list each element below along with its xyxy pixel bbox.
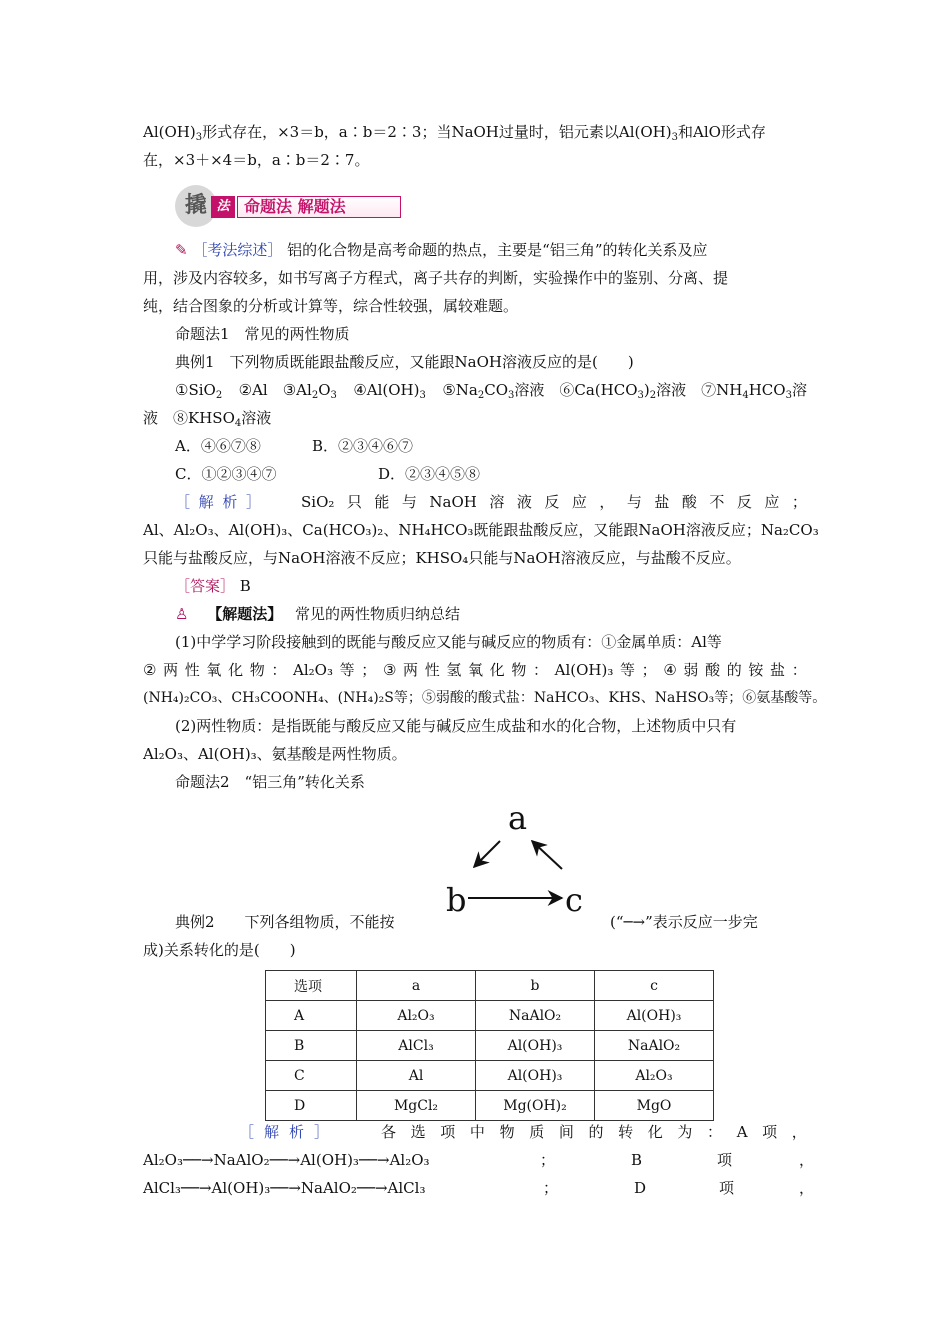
answer-label: ［答案］ bbox=[175, 577, 236, 595]
analysis-line: 只能与盐酸反应，与NaOH溶液不反应；KHSO₄只能与NaOH溶液反应，与盐酸不反应。 bbox=[143, 549, 741, 567]
table-cell: NaAlO₂ bbox=[595, 1031, 714, 1061]
node-c: c bbox=[565, 881, 583, 919]
table-header-cell: b bbox=[476, 971, 595, 1001]
example-stem: 典例2 下列各组物质，不能按 bbox=[175, 913, 395, 931]
text-line: 在，×3＋×4＝b，a∶b＝2∶7。 bbox=[143, 151, 370, 169]
choice-b: B．②③④⑥⑦ bbox=[312, 437, 414, 455]
subscript: 3 bbox=[195, 132, 203, 143]
seal-icon: 撬 bbox=[175, 185, 217, 227]
solving-label: 【解题法】 bbox=[207, 605, 283, 623]
table-cell: MgCl₂ bbox=[357, 1091, 476, 1121]
option-4: $④Al(OH)_3$ bbox=[353, 381, 426, 401]
overview-line: 用，涉及内容较多，如书写离子方程式，离子共存的判断，实验操作中的鉴别、分离、提 bbox=[143, 269, 729, 287]
table-cell: Al₂O₃ bbox=[595, 1061, 714, 1091]
method-heading: 命题法1 常见的两性物质 bbox=[175, 325, 350, 343]
option-5-7: $⑤Na_2CO_3$溶液 $⑥Ca(HCO_3)_2$溶液 $⑦NH_4HCO_3$溶 bbox=[442, 381, 807, 401]
table-cell: NaAlO₂ bbox=[476, 1001, 595, 1031]
table-cell: Al(OH)₃ bbox=[476, 1061, 595, 1091]
section-banner bbox=[175, 185, 395, 227]
table-cell: D bbox=[266, 1091, 357, 1121]
table-row bbox=[266, 1091, 714, 1121]
table-cell: B bbox=[266, 1031, 357, 1061]
table-header-row bbox=[266, 971, 714, 1001]
table-row bbox=[266, 1031, 714, 1061]
node-a: a bbox=[508, 799, 528, 837]
node-b: b bbox=[446, 881, 467, 919]
arrow-a-to-b bbox=[474, 841, 500, 867]
pen-icon: ✎ bbox=[175, 241, 188, 259]
overview-label: ［考法综述］ bbox=[192, 241, 283, 259]
table-cell: AlCl₃ bbox=[357, 1031, 476, 1061]
table-cell: Al(OH)₃ bbox=[476, 1031, 595, 1061]
analysis-line: AlCl₃──→Al(OH)₃──→NaAlO₂──→AlCl₃ ； D 项 ， bbox=[143, 1179, 815, 1197]
method-heading: 命题法2 “铝三角”转化关系 bbox=[175, 773, 365, 791]
example-stem: 典例1 下列物质既能跟盐酸反应，又能跟NaOH溶液反应的是( ) bbox=[175, 353, 634, 371]
table-cell: Mg(OH)₂ bbox=[476, 1091, 595, 1121]
solving-text: (2)两性物质：是指既能与酸反应又能与碱反应生成盐和水的化合物，上述物质中只有 bbox=[175, 717, 737, 735]
overview-text: 铝的化合物是高考命题的热点，主要是“铝三角”的转化关系及应 bbox=[287, 241, 708, 259]
table-row bbox=[266, 1001, 714, 1031]
banner-tag: 法 bbox=[211, 196, 235, 218]
analysis-text: 各 选 项 中 物 质 间 的 转 化 为 ： A 项 ， bbox=[381, 1123, 807, 1141]
solving-text: (NH₄)₂CO₃、CH₃COONH₄、(NH₄)₂S等；⑤弱酸的酸式盐：NaHCO₃、KHS、NaHSO₃等；⑥氨基酸等。 bbox=[143, 690, 827, 706]
solving-title: 常见的两性物质归纳总结 bbox=[295, 605, 461, 623]
table-row bbox=[266, 1061, 714, 1091]
table-cell: MgO bbox=[595, 1091, 714, 1121]
choice-c: C．①②③④⑦ bbox=[175, 465, 277, 483]
table-cell: A bbox=[266, 1001, 357, 1031]
solving-heading bbox=[175, 604, 807, 624]
choice-a: A．④⑥⑦⑧ bbox=[175, 437, 261, 455]
table-cell: Al(OH)₃ bbox=[595, 1001, 714, 1031]
analysis-label: ［ 解 析 ］ bbox=[175, 493, 261, 511]
example-options: 液 $⑧KHSO_4$溶液 bbox=[143, 409, 272, 429]
solving-text: Al₂O₃、Al(OH)₃、氨基酸是两性物质。 bbox=[143, 745, 407, 763]
table-cell: C bbox=[266, 1061, 357, 1091]
choice-row bbox=[175, 464, 807, 484]
table-header-cell: c bbox=[595, 971, 714, 1001]
aluminum-triangle-diagram bbox=[440, 795, 600, 920]
solving-text: ② 两 性 氧 化 物 ： Al₂O₃ 等 ； ③ 两 性 氢 氧 化 物 ： Al(OH)₃ 等 ； ④ 弱 酸 的 铵 盐 ： bbox=[143, 661, 807, 679]
overview-line: 纯，结合图象的分析或计算等，综合性较强，属较难题。 bbox=[143, 297, 519, 315]
subscript: 3 bbox=[671, 132, 678, 143]
answer-value: B bbox=[239, 577, 251, 595]
solving-text: (1)中学学习阶段接触到的既能与酸反应又能与碱反应的物质有：①金属单质：Al等 bbox=[175, 633, 722, 651]
conversion-chain: Al₂O₃──→NaAlO₂──→Al(OH)₃──→Al₂O₃ bbox=[143, 1151, 430, 1169]
choice-d: D．②③④⑤⑧ bbox=[378, 465, 481, 483]
answer-line bbox=[175, 576, 807, 596]
conversion-chain: AlCl₃──→Al(OH)₃──→NaAlO₂──→AlCl₃ bbox=[143, 1179, 426, 1197]
table-header-cell: a bbox=[357, 971, 476, 1001]
example-stem: 成)关系转化的是( ) bbox=[143, 941, 296, 959]
analysis-label: ［ 解 析 ］ bbox=[239, 1123, 329, 1141]
example-stem: (“─→”表示反应一步完 bbox=[610, 913, 758, 931]
figure-icon: ♙ bbox=[175, 605, 189, 623]
overview-line bbox=[175, 240, 807, 260]
table-cell: Al₂O₃ bbox=[357, 1001, 476, 1031]
arrow-c-to-a bbox=[532, 841, 562, 869]
text-fragment: Al(OH) bbox=[143, 123, 196, 141]
choice-row bbox=[175, 436, 807, 456]
options-table bbox=[265, 970, 714, 1121]
option-2-3: ②Al $③Al_2O_3$ bbox=[238, 381, 337, 401]
analysis-text: SiO₂ 只 能 与 NaOH 溶 液 反 应 ， 与 盐 酸 不 反 应 ； bbox=[301, 493, 807, 511]
text-fragment: 形式存在，×3＝b，a∶b＝2∶3；当NaOH过量时，铝元素以Al(OH) bbox=[202, 123, 672, 141]
example-options bbox=[175, 380, 807, 400]
text-fragment: 和AlO形式存 bbox=[677, 123, 766, 141]
text-line bbox=[143, 122, 807, 142]
analysis-line: Al₂O₃──→NaAlO₂──→Al(OH)₃──→Al₂O₃ ； B 项 ， bbox=[143, 1151, 815, 1169]
banner-title: 命题法 解题法 bbox=[237, 196, 401, 218]
option-1: ①SiO$_2$ bbox=[175, 381, 223, 401]
analysis-line: Al、Al₂O₃、Al(OH)₃、Ca(HCO₃)₂、NH₄HCO₃既能跟盐酸反应，又能跟NaOH溶液反应；Na₂CO₃ bbox=[143, 521, 819, 539]
table-cell: Al bbox=[357, 1061, 476, 1091]
table-header-cell: 选项 bbox=[266, 971, 357, 1001]
